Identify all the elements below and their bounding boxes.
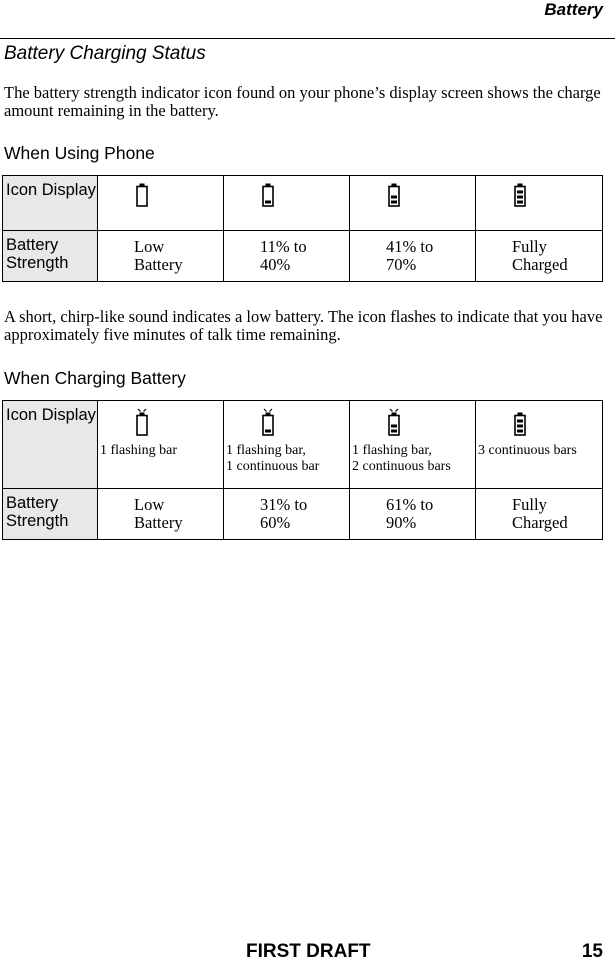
strength-cell <box>476 489 603 540</box>
caption-line: 1 continuous bar <box>226 459 320 474</box>
strength-cell <box>350 231 476 282</box>
using-phone-table <box>2 175 603 282</box>
strength-line: 41% to <box>386 237 434 256</box>
strength-line: Fully <box>512 237 547 256</box>
strength-line: Fully <box>512 495 547 514</box>
caption-line: 1 flashing bar, <box>226 443 306 458</box>
strength-cell <box>98 489 224 540</box>
strength-line: 90% <box>386 513 417 532</box>
icon-caption <box>226 443 319 475</box>
strength-line: 11% to <box>260 237 307 256</box>
header-rule <box>0 38 615 39</box>
strength-line: Charged <box>512 513 568 532</box>
battery-2-bars-icon <box>388 183 400 207</box>
strength-line: 61% to <box>386 495 434 514</box>
strength-line: 70% <box>386 255 417 274</box>
battery-0-bars-icon <box>136 183 148 207</box>
strength-line: 60% <box>260 513 291 532</box>
battery-charging-0-icon <box>136 408 148 436</box>
icon-display-label: Icon Display <box>3 401 98 489</box>
battery-full-3-bars-icon <box>514 408 526 436</box>
strength-line: Low <box>134 495 165 514</box>
strength-line: Battery <box>134 513 183 532</box>
low-battery-note: A short, chirp-like sound indicates a low battery. The icon flashes to indicate that you have approximately five minutes of talk time remaining. <box>4 307 603 344</box>
strength-line: 40% <box>260 255 291 274</box>
strength-cell <box>98 231 224 282</box>
icon-caption <box>100 443 177 459</box>
page-number: 15 <box>581 941 603 962</box>
battery-strength-label: Battery Strength <box>3 231 98 282</box>
intro-paragraph: The battery strength indicator icon found on your phone’s display screen shows the charge amount remaining in the battery. <box>4 83 601 120</box>
footer-draft-label: FIRST DRAFT <box>246 941 371 962</box>
strength-line: Battery <box>134 255 183 274</box>
strength-cell <box>224 489 350 540</box>
battery-charging-1-icon <box>262 408 274 436</box>
caption-line: 2 continuous bars <box>352 459 451 474</box>
strength-cell <box>350 489 476 540</box>
battery-1-bar-icon <box>262 183 274 207</box>
icon-caption <box>478 443 577 459</box>
running-header-title: Battery <box>544 0 603 19</box>
strength-line: Low <box>134 237 165 256</box>
icon-caption <box>352 443 451 475</box>
icon-display-label: Icon Display <box>3 176 98 231</box>
battery-3-bars-icon <box>514 183 526 207</box>
strength-cell <box>476 231 603 282</box>
strength-cell <box>224 231 350 282</box>
caption-line: 1 flashing bar <box>100 443 177 458</box>
strength-line: 31% to <box>260 495 308 514</box>
charging-battery-table <box>2 400 603 540</box>
subheading-charging-battery: When Charging Battery <box>4 368 186 388</box>
caption-line: 1 flashing bar, <box>352 443 432 458</box>
battery-strength-label: Battery Strength <box>3 489 98 540</box>
subheading-using-phone: When Using Phone <box>4 143 155 163</box>
section-title: Battery Charging Status <box>4 43 206 64</box>
battery-charging-2-icon <box>388 408 400 436</box>
caption-line: 3 continuous bars <box>478 443 577 458</box>
strength-line: Charged <box>512 255 568 274</box>
